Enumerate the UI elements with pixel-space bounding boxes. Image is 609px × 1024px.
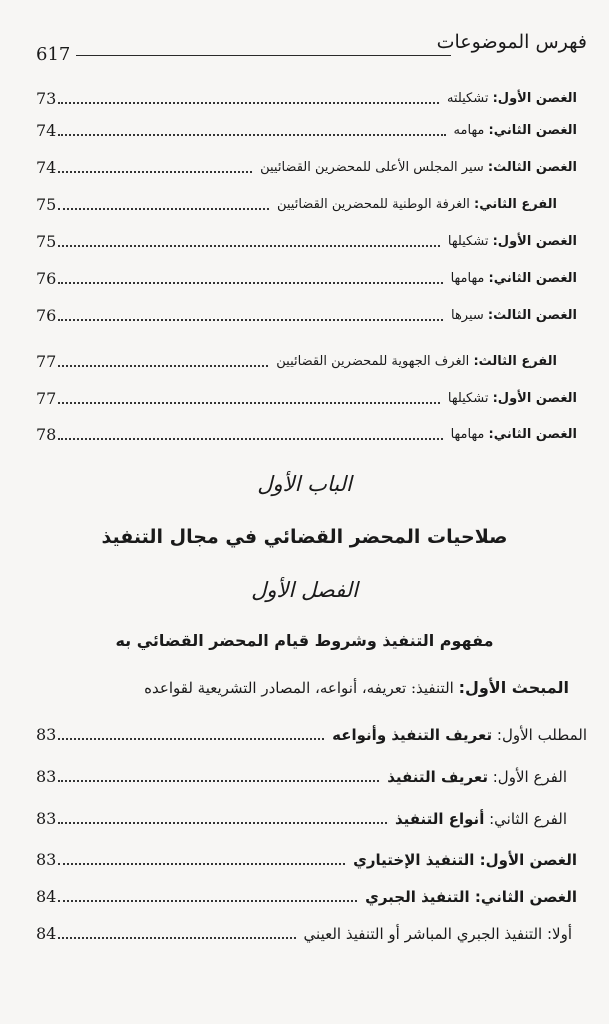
toc-entry: الغصن الثاني: مهامها 76	[36, 269, 577, 288]
toc-entry: الغصن الأول: التنفيذ الإختياري 83	[36, 850, 577, 869]
mabhath-heading: المبحث الأول: التنفيذ: تعريفه، أنواعه، المصادر التشريعية لقواعده	[144, 678, 569, 697]
leader-dots	[58, 863, 345, 865]
leader-dots	[58, 365, 268, 367]
entry-page: 83	[36, 850, 57, 869]
fasl-ornament: الفصل الأول	[251, 578, 358, 602]
entry-page: 77	[36, 352, 57, 371]
toc-entry: الغصن الثاني: التنفيذ الجبري 84	[36, 887, 577, 906]
toc-entry: الفرع الثاني: أنواع التنفيذ 83	[36, 809, 567, 828]
toc-entry: الغصن الثاني: مهامها 78	[36, 425, 577, 444]
toc-entry: المطلب الأول: تعريف التنفيذ وأنواعه 83	[36, 725, 587, 744]
entry-page: 74	[36, 158, 57, 177]
leader-dots	[58, 134, 445, 136]
page-number: 617	[36, 44, 71, 65]
toc-entry: الفرع الثالث: الغرف الجهوية للمحضرين القضائيين 77	[36, 352, 557, 371]
entry-page: 75	[36, 232, 57, 251]
entry-page: 74	[36, 121, 57, 140]
toc-entry: الغصن الثالث: سير المجلس الأعلى للمحضرين القضائيين 74	[36, 158, 577, 177]
leader-dots	[58, 319, 443, 321]
bab-title: صلاحيات المحضر القضائي في مجال التنفيذ	[101, 526, 508, 548]
entry-page: 75	[36, 195, 57, 214]
running-header-title: فهرس الموضوعات	[436, 31, 587, 53]
leader-dots	[58, 822, 387, 824]
entry-page: 83	[36, 767, 57, 786]
entry-page: 78	[36, 425, 57, 444]
leader-dots	[58, 208, 269, 210]
entry-page: 76	[36, 269, 57, 288]
entry-page: 83	[36, 809, 57, 828]
leader-dots	[58, 937, 295, 939]
toc-entry: الغصن الثاني: مهامه 74	[36, 121, 577, 140]
entry-page: 83	[36, 725, 57, 744]
leader-dots	[58, 780, 379, 782]
bab-ornament: الباب الأول	[257, 472, 352, 496]
entry-page: 73	[36, 89, 57, 108]
entry-page: 84	[36, 924, 57, 943]
entry-page: 84	[36, 887, 57, 906]
header-rule	[76, 55, 451, 56]
leader-dots	[58, 438, 442, 440]
leader-dots	[58, 282, 442, 284]
leader-dots	[58, 171, 252, 173]
entry-page: 77	[36, 389, 57, 408]
toc-entry: الغصن الأول: تشكيلته 73	[36, 89, 577, 108]
leader-dots	[58, 402, 440, 404]
entry-page: 76	[36, 306, 57, 325]
toc-entry: الغصن الثالث: سيرها 76	[36, 306, 577, 325]
toc-entry: الغصن الأول: تشكيلها 75	[36, 232, 577, 251]
leader-dots	[58, 738, 324, 740]
fasl-title: مفهوم التنفيذ وشروط قيام المحضر القضائي به	[115, 631, 494, 650]
leader-dots	[58, 245, 440, 247]
toc-entry: أولا: التنفيذ الجبري المباشر أو التنفيذ العيني 84	[36, 924, 572, 943]
toc-entry: الغصن الأول: تشكيلها 77	[36, 389, 577, 408]
toc-entry: الفرع الثاني: الغرفة الوطنية للمحضرين القضائيين 75	[36, 195, 557, 214]
toc-entry: الفرع الأول: تعريف التنفيذ 83	[36, 767, 567, 786]
leader-dots	[58, 900, 357, 902]
leader-dots	[58, 102, 439, 104]
